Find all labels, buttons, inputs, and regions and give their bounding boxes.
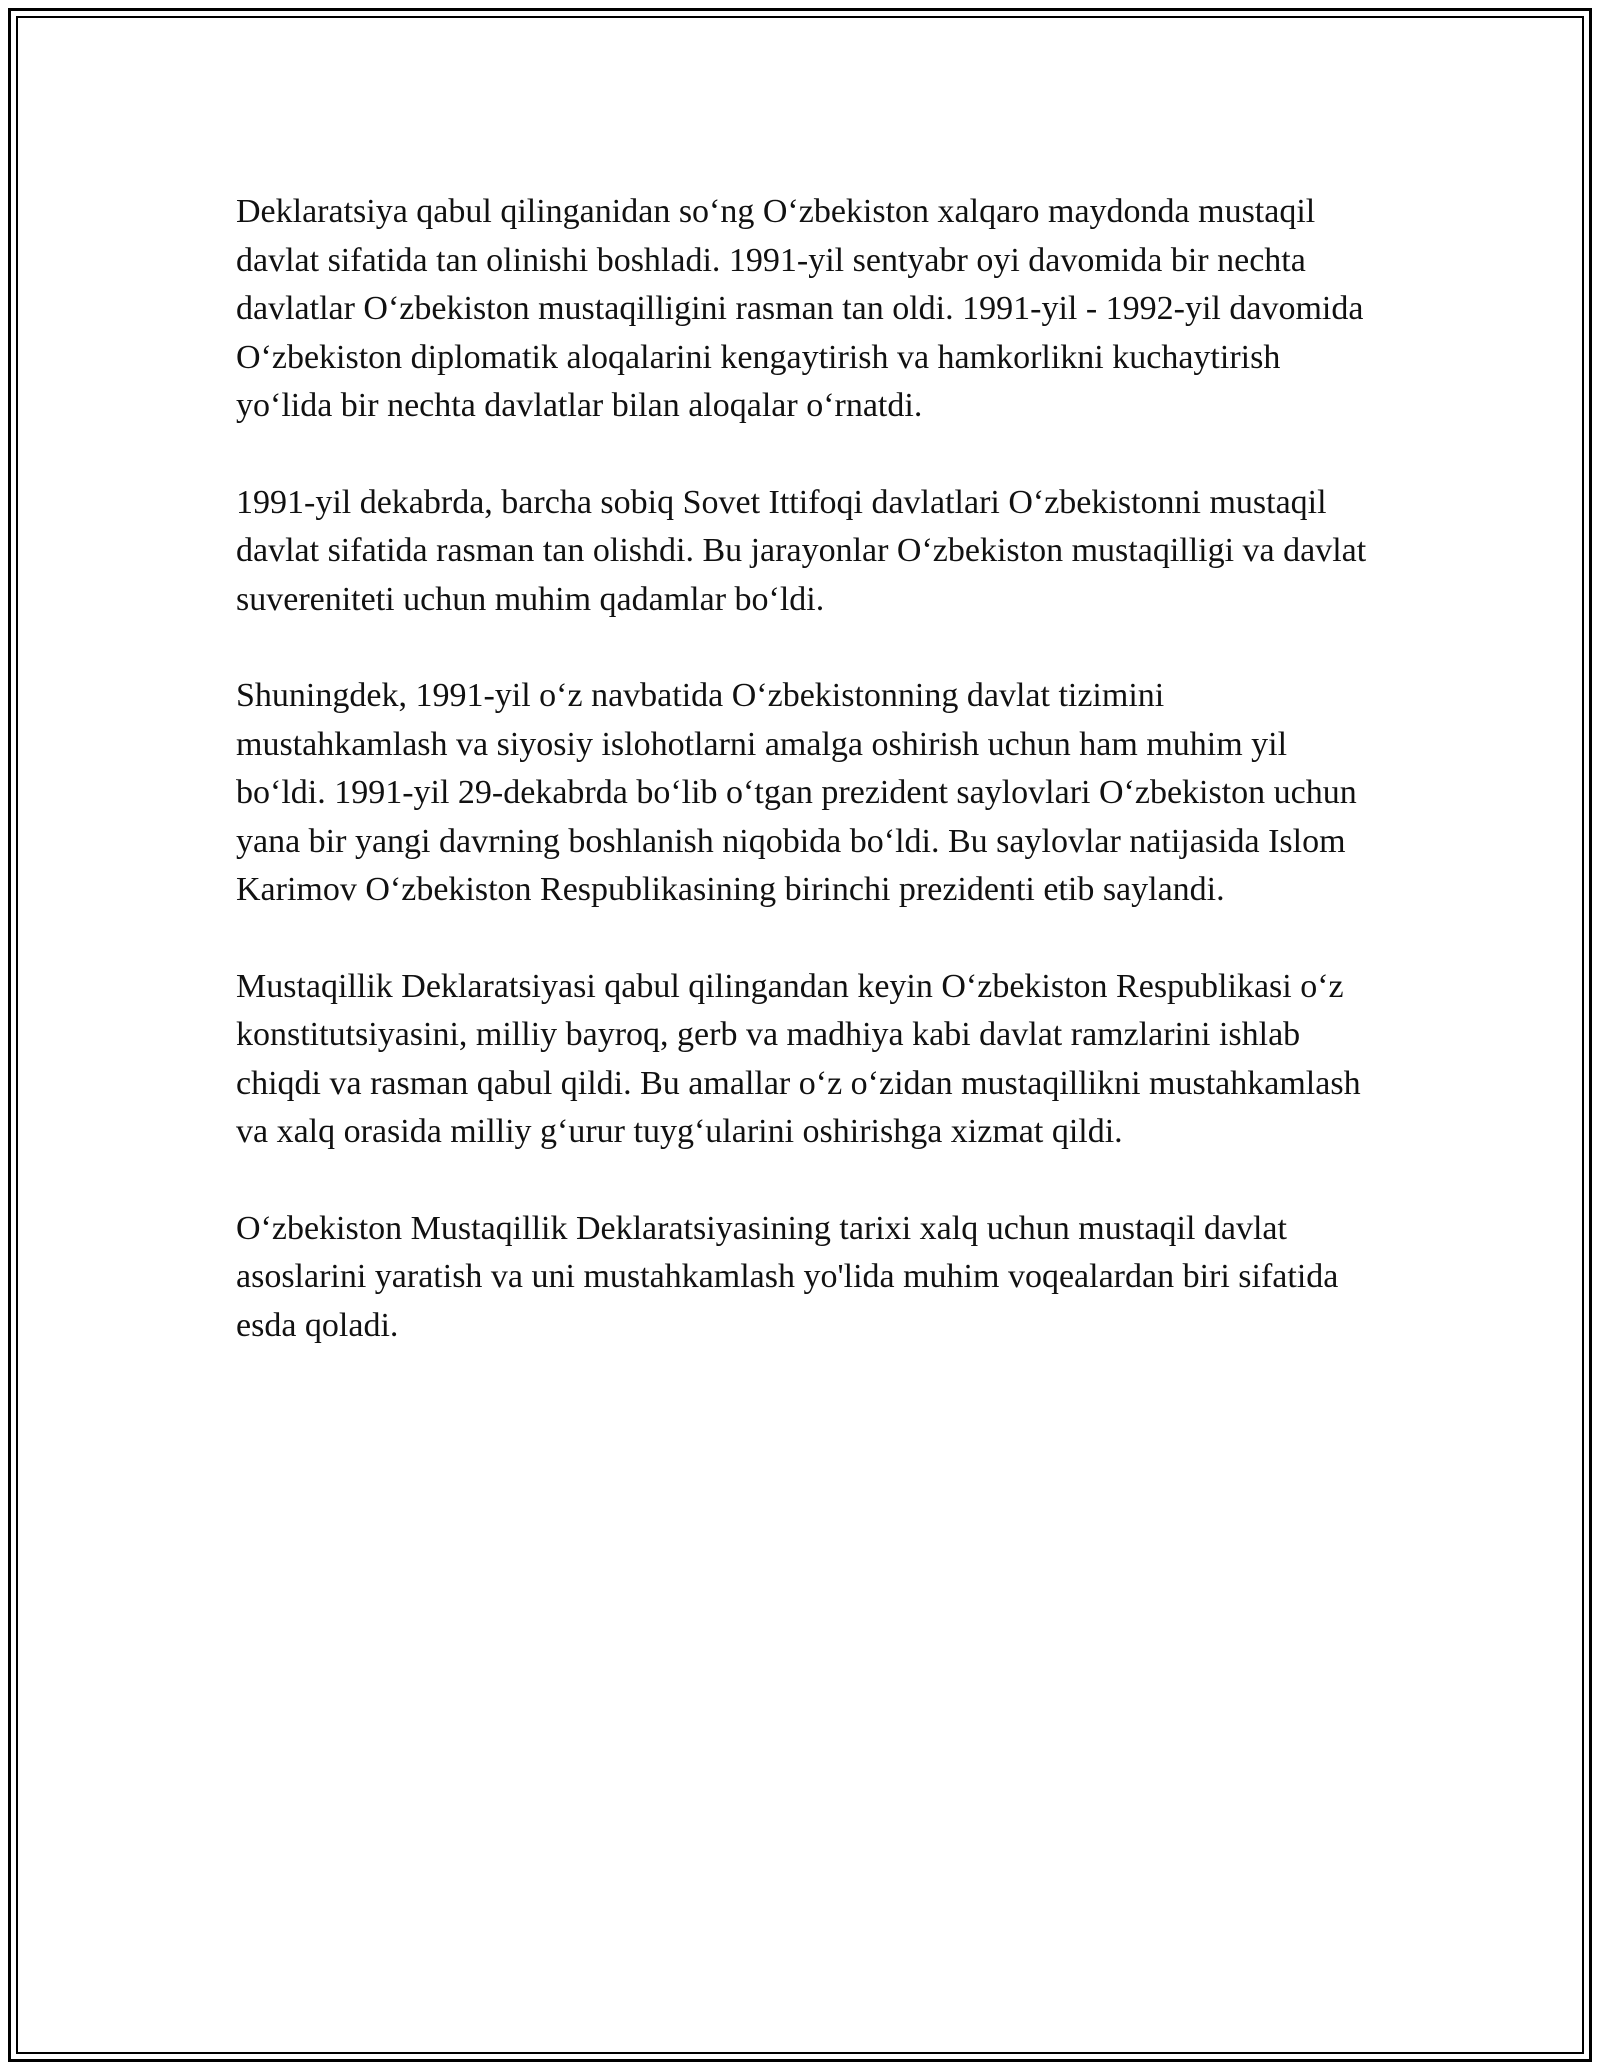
paragraph-1: Deklaratsiya qabul qilinganidan so‘ng O‘zbekiston xalqaro maydonda mustaqil davlat sifatida tan olinishi boshladi. 1991-yil sentyabr oyi davomida bir nechta davlatlar O‘zbekiston mustaqilligini rasman tan oldi. 1991-yil - 1992-yil davomida O‘zbekiston diplomatik aloqalarini kengaytirish va hamkorlikni kuchaytirish yo‘lida bir nechta davlatlar bilan aloqalar o‘rnatdi. [236, 193, 1364, 424]
document-body [236, 188, 1376, 1398]
paragraph-3: Shuningdek, 1991-yil o‘z navbatida O‘zbekistonning davlat tizimini mustahkamlash va siyosiy islohotlarni amalga oshirish uchun ham muhim yil bo‘ldi. 1991-yil 29-dekabrda bo‘lib o‘tgan prezident saylovlari O‘zbekiston uchun yana bir yangi davrning boshlanish niqobida bo‘ldi. Bu saylovlar natijasida Islom Karimov O‘zbekiston Respublikasining birinchi prezidenti etib saylandi. [236, 677, 1357, 908]
paragraph-4: Mustaqillik Deklaratsiyasi qabul qilingandan keyin O‘zbekiston Respublikasi o‘z konstitutsiyasini, milliy bayroq, gerb va madhiya kabi davlat ramzlarini ishlab chiqdi va rasman qabul qildi. Bu amallar o‘z o‘zidan mustaqillikni mustahkamlash va xalq orasida milliy g‘urur tuyg‘ularini oshirishga xizmat qildi. [236, 967, 1361, 1150]
paragraph-2: 1991-yil dekabrda, barcha sobiq Sovet Ittifoqi davlatlari O‘zbekistonni mustaqil davlat sifatida rasman tan olishdi. Bu jarayonlar O‘zbekiston mustaqilligi va davlat suvereniteti uchun muhim qadamlar bo‘ldi. [236, 483, 1367, 618]
paragraph-5: O‘zbekiston Mustaqillik Deklaratsiyasining tarixi xalq uchun mustaqil davlat asoslarini yaratish va uni mustahkamlash yo'lida muhim voqealardan biri sifatida esda qoladi. [236, 1209, 1339, 1344]
